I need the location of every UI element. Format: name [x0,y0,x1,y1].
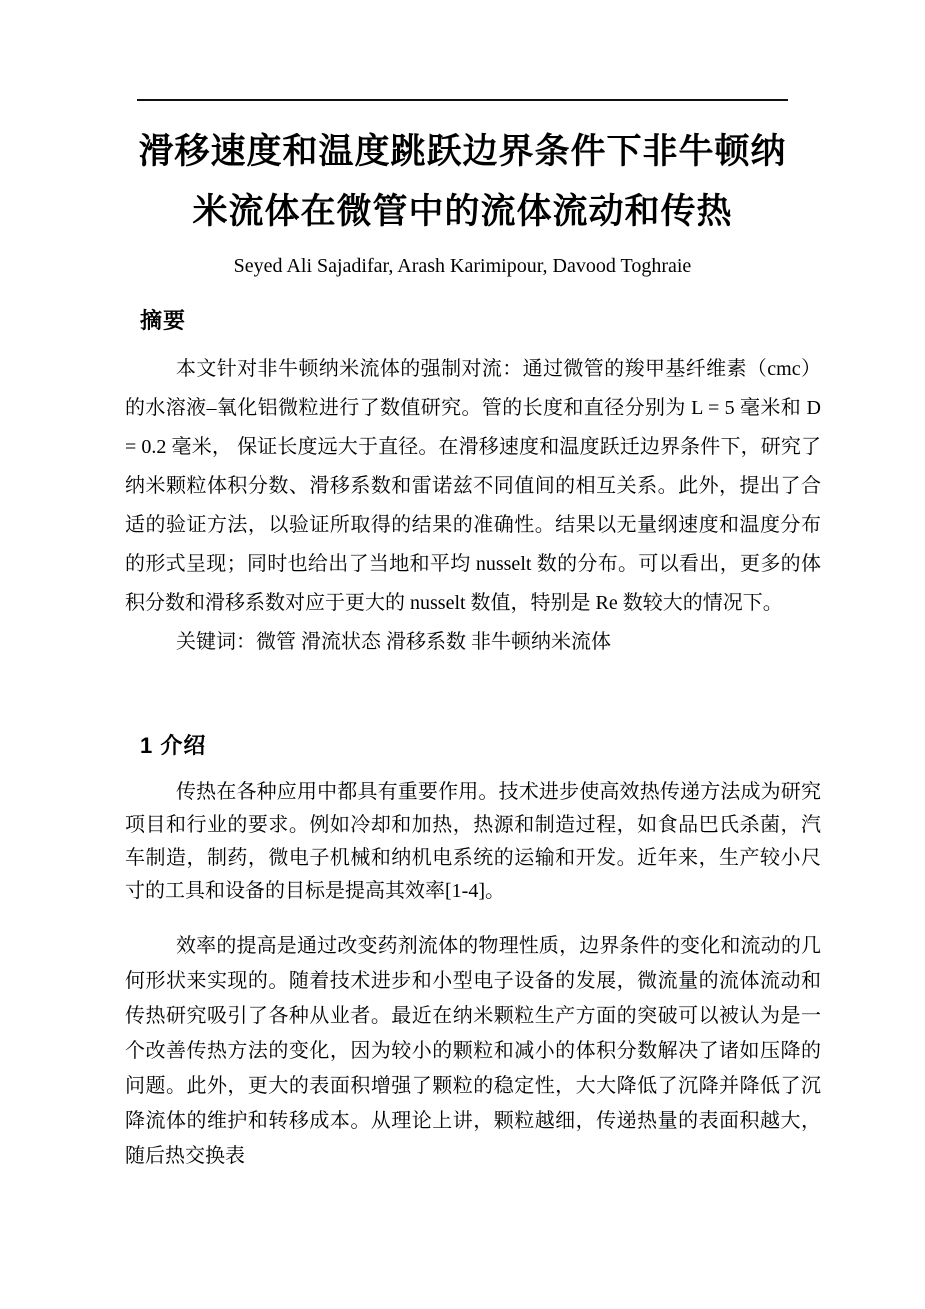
abstract-heading: 摘要 [140,308,187,333]
title-line-2: 米流体在微管中的流体流动和传热 [192,192,733,231]
abstract-body: 本文针对非牛顿纳米流体的强制对流：通过微管的羧甲基纤维素（cmc）的水溶液–氧化铝微粒进行了数值研究。管的长度和直径分别为 L = 5 毫米和 D = 0.2 毫米， 保证长度远大于直径。在滑移速度和温度跃迁边界条件下，研究了纳米颗粒体积分数、滑移系数和雷诺兹不同值间的相互关系。此外，提出了合适的验证方法，以验证所取得的结果的准确性。结果以无量纲速度和温度分布的形式呈现；同时也给出了当地和平均 nusselt 数的分布。可以看出，更多的体积分数和滑移系数对应于更大的 nusselt 数值，特别是 Re 数较大的情况下。 [125,358,821,614]
introduction-paragraph-1: 传热在各种应用中都具有重要作用。技术进步使高效热传递方法成为研究项目和行业的要求。例如冷却和加热，热源和制造过程，如食品巴氏杀菌，汽车制造，制药，微电子机械和纳机电系统的运输和开发。近年来，生产较小尺寸的工具和设备的目标是提高其效率[1-4]。 [125,781,821,902]
introduction-paragraph-2: 效率的提高是通过改变药剂流体的物理性质，边界条件的变化和流动的几何形状来实现的。随着技术进步和小型电子设备的发展，微流量的流体流动和传热研究吸引了各种从业者。最近在纳米颗粒生产方面的突破可以被认为是一个改善传热方法的变化，因为较小的颗粒和减小的体积分数解决了诸如压降的问题。此外，更大的表面积增强了颗粒的稳定性，大大降低了沉降并降低了沉降流体的维护和转移成本。从理论上讲，颗粒越细，传递热量的表面积越大，随后热交换表 [125,935,821,1167]
authors-line: Seyed Ali Sajadifar, Arash Karimipour, Davood Toghraie [233,255,692,277]
header-rule [137,99,788,101]
introduction-heading: 1 介绍 [140,733,207,758]
keywords-line: 关键词：微管 滑流状态 滑移系数 非牛顿纳米流体 [176,631,611,653]
paper-title [0,122,925,242]
title-line-1: 滑移速度和温度跳跃边界条件下非牛顿纳 [138,132,787,171]
